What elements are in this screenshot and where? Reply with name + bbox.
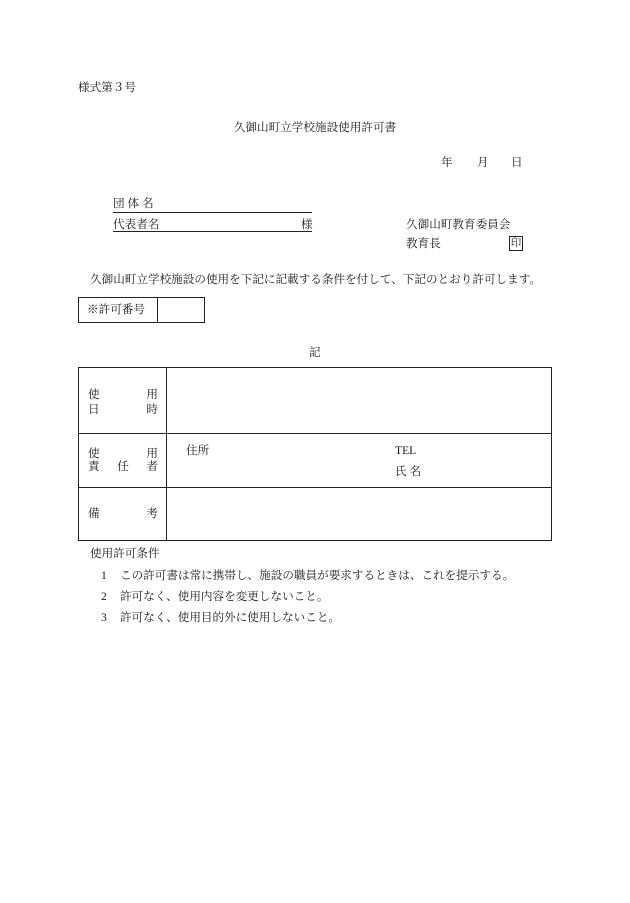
condition-text: 許可なく、使用内容を変更しないこと。 xyxy=(120,590,329,603)
condition-text: 許可なく、使用目的外に使用しないこと。 xyxy=(120,611,341,624)
table-row-responsible-person xyxy=(79,434,551,488)
conditions-heading: 使用許可条件 xyxy=(90,547,160,560)
remarks-label-line: 備考 xyxy=(88,507,158,520)
usage-datetime-value-cell xyxy=(167,368,551,433)
seal-box: 印 xyxy=(510,238,522,249)
document-title: 久御山町立学校施設使用許可書 xyxy=(233,121,397,134)
date-day-label: 日 xyxy=(511,156,523,169)
permit-number-box xyxy=(78,297,205,323)
remarks-label-cell xyxy=(79,488,167,540)
issuer-title: 教育長 xyxy=(406,237,441,250)
group-name-line xyxy=(113,212,312,213)
responsible-person-label-line: 責任者 xyxy=(88,460,158,473)
address-label: 住所 xyxy=(186,444,210,457)
usage-datetime-label-cell xyxy=(79,368,167,433)
permit-number-value-cell xyxy=(158,298,204,322)
date-month-label: 月 xyxy=(477,156,489,169)
tel-label: TEL xyxy=(395,444,417,457)
usage-datetime-label-line: 使用 xyxy=(88,388,158,401)
condition-text: この許可書は常に携帯し、施設の職員が要求するときは、これを提示する。 xyxy=(120,569,515,582)
form-number: 様式第３号 xyxy=(78,81,136,94)
condition-number: 3 xyxy=(101,611,107,624)
responsible-person-value-cell xyxy=(167,434,551,487)
honorific-sama: 様 xyxy=(301,218,313,231)
condition-number: 1 xyxy=(101,569,107,582)
responsible-person-label-cell xyxy=(79,434,167,487)
date-year-label: 年 xyxy=(441,156,453,169)
permission-statement: 久御山町立学校施設の使用を下記に記載する条件を付して、下記のとおり許可します。 xyxy=(90,273,541,286)
condition-number: 2 xyxy=(101,590,107,603)
details-table xyxy=(78,367,552,541)
representative-line xyxy=(113,231,312,232)
representative-label: 代表者名 xyxy=(113,218,160,231)
issuer-organization: 久御山町教育委員会 xyxy=(406,218,511,231)
responsible-person-label-line: 使用 xyxy=(88,447,158,460)
table-row-usage-datetime xyxy=(79,368,551,434)
group-name-label: 団 体 名 xyxy=(113,197,154,210)
note-heading: 記 xyxy=(309,346,321,359)
name-label: 氏 名 xyxy=(395,465,422,478)
remarks-value-cell xyxy=(167,488,551,540)
permit-number-label: ※許可番号 xyxy=(79,298,158,322)
table-row-remarks xyxy=(79,488,551,540)
usage-datetime-label-line: 日時 xyxy=(88,403,158,416)
